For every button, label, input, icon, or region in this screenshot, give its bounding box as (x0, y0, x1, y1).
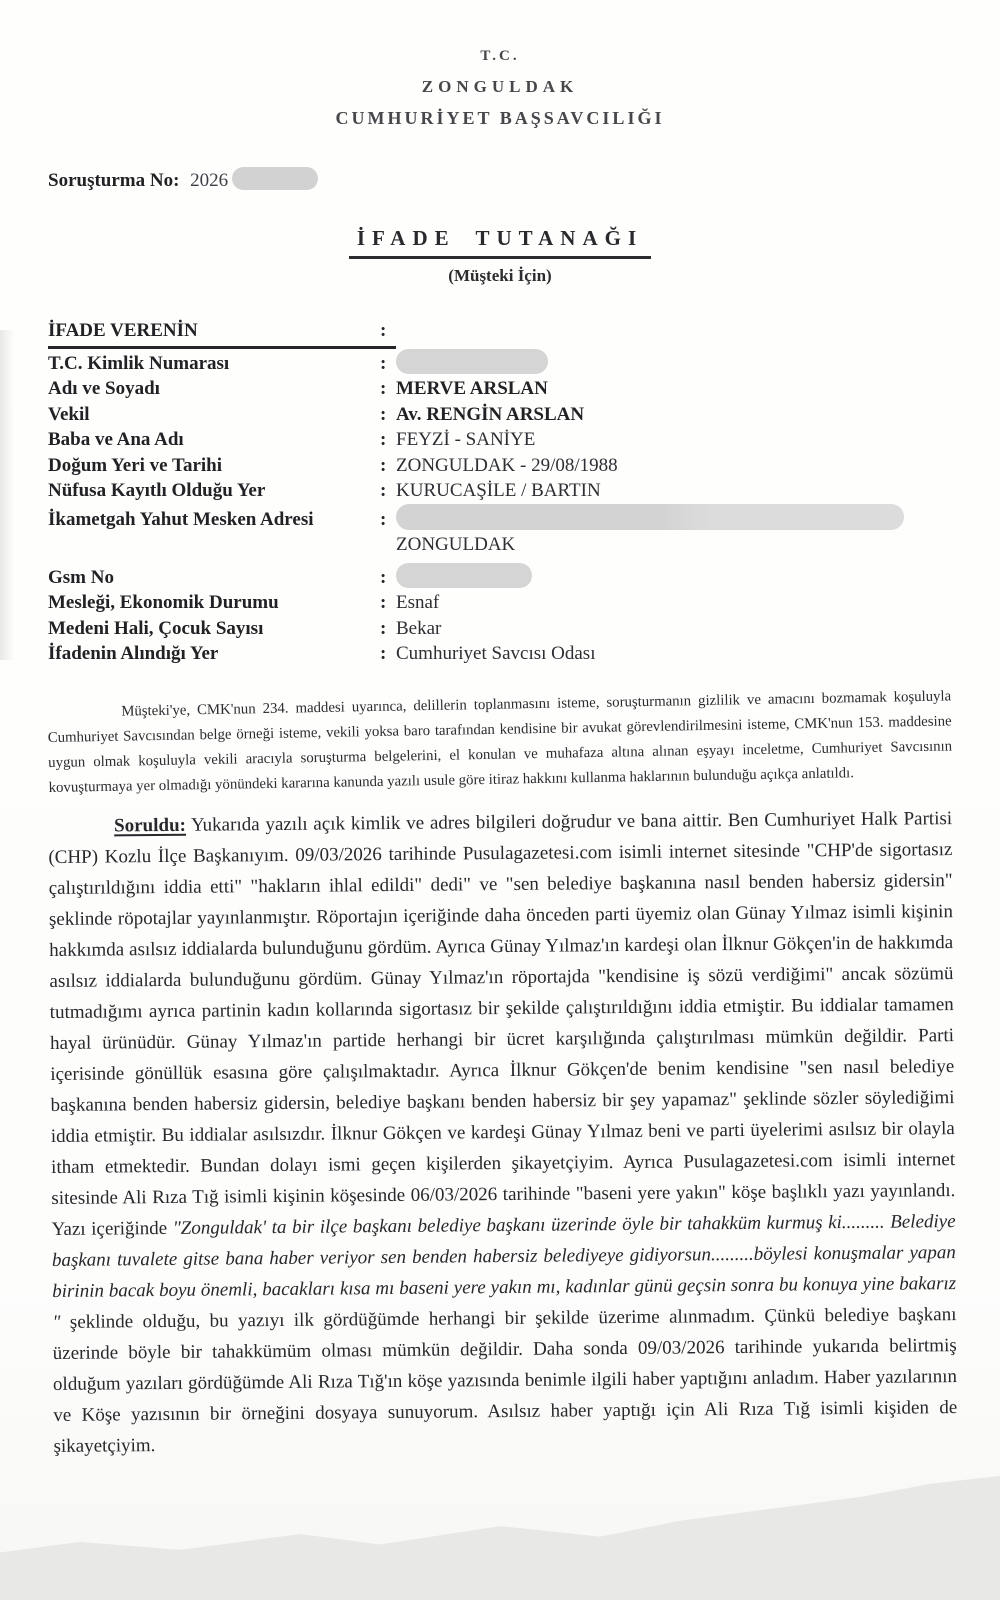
field-value: Av. RENGİN ARSLAN (396, 403, 585, 425)
redaction-blob (396, 563, 532, 588)
field-row-marital (48, 616, 954, 642)
scan-bottom-shadow (0, 1468, 1000, 1600)
field-row-parents (48, 427, 954, 453)
field-label: Gsm No (48, 566, 114, 588)
field-colon: : (380, 643, 387, 664)
field-row-name (48, 376, 954, 402)
field-colon: : (380, 429, 387, 450)
field-label: İkametgah Yahut Mesken Adresi (48, 508, 314, 530)
scan-edge-smudge (0, 330, 14, 660)
field-colon: : (380, 352, 387, 374)
field-value: ZONGULDAK - 29/08/1988 (396, 454, 618, 476)
redaction-blob (396, 504, 904, 530)
field-colon: : (380, 480, 387, 501)
field-colon: : (380, 403, 387, 425)
field-label: Mesleği, Ekonomik Durumu (48, 592, 279, 613)
case-number-value: 2026 (190, 170, 229, 191)
field-row-attorney (48, 402, 954, 428)
letterhead-city: ZONGULDAK (421, 77, 579, 96)
field-label: Baba ve Ana Adı (48, 429, 184, 450)
statement-body-1: Yukarıda yazılı açık kimlik ve adres bilgileri doğrudur ve bana aittir. Ben Cumhuriyet Halk Partisi (CHP) Kozlu İlçe Başkanıyım. 09/03/2026 tarihinde Pusulagazetesi.com isimli internet sitesinde "CHP'de sigortasız çalıştırıldığını iddia etti" "hakların ihlal edildi" dedi" ve "sen belediye başkanına nasıl benden habersiz gidersin" şeklinde röpotajlar yayınlanmıştır. Röportajın içeriğinde daha önceden parti üyemiz olan Günay Yılmaz isimli kişinin hakkımda asılsız iddialarda bulunduğunu gördüm. Ayrıca Günay Yılmaz'ın kardeşi olan İlknur Gökçen'in de hakkımda asılsız iddialarda bulunduğunu gördüm. Günay Yılmaz'ın röportajda "kendisine iş sözü verdiğimi" ancak sözümü tutmadığımı ayrıca partinin kadın kollarında sigortasız bir şekilde çalıştırıldığını iddia etmiştir. Bu iddialar tamamen hayal ürünüdür. Günay Yılmaz'ın partide herhangi bir ücret karşılığında çalıştırılması mümkün değildir. Parti içerisinde gönüllük esasına göre çalışılmaktadır. Ayrıca İlknur Gökçen'de benim kendisine "sen nasıl belediye başkanına benden habersiz gidersin, belediye başkanı benden habersiz bir şey yapamaz" şeklinde sözler söylediğimi iddia etmiştir. Bu iddialar asılsızdır. İlknur Gökçen ve kardeşi Günay Yılmaz beni ve parti üyelerimi asılsız bir olayla itham etmektedir. Bundan dolayı ismi geçen kişilerden şikayetçiyim. Ayrıca Pusulagazetesi.com isimli internet sitesinde Ali Rıza Tığ isimli kişinin köşesinde 06/03/2026 tarihinde "baseni yere yakın" köşe başlıklı yazı yayınlandı. Yazı içeriğinde (48, 807, 956, 1240)
case-number-line (48, 167, 1000, 192)
field-colon: : (380, 617, 387, 639)
field-value: Bekar (396, 617, 442, 639)
field-value: KURUCAŞİLE / BARTIN (396, 480, 601, 501)
statement-lead: Soruldu: (114, 814, 187, 836)
field-label: T.C. Kimlik Numarası (48, 352, 230, 374)
field-row-gsm (48, 563, 954, 591)
field-label: Nüfusa Kayıtlı Olduğu Yer (48, 480, 266, 501)
field-label: İfadenin Alındığı Yer (48, 643, 219, 664)
field-label: Adı ve Soyadı (48, 378, 160, 399)
field-value: FEYZİ - SANİYE (396, 429, 536, 450)
document-title: İFADE TUTANAĞI (349, 226, 651, 259)
field-label: İFADE VERENİN (48, 320, 198, 341)
field-row-occupation (48, 590, 954, 616)
case-number-label: Soruşturma No: (48, 170, 180, 191)
field-row-registry (48, 478, 954, 504)
letterhead (0, 0, 1000, 129)
field-value: Esnaf (396, 592, 440, 613)
field-colon: : (380, 320, 387, 341)
field-value: Cumhuriyet Savcısı Odası (396, 643, 596, 664)
field-value (396, 504, 954, 533)
field-row-national-id (48, 349, 954, 377)
field-value (396, 349, 954, 377)
statement-body-2: şeklinde olduğu, bu yazıyı ilk gördüğümde herhangi bir şekilde üzerime alınmadım. Çünkü belediye başkanı üzerinde böyle bir tahakkümüm olması mümkün değildir. Daha sonda 09/03/2026 tarihinde yukarıda belirtmiş olduğum yazıları gördüğümde Ali Rıza Tığ'ın köşe yazısında benimle ilgili haber yaptığını anladım. Haber yazılarının ve Köşe yazısının bir örneğini dosyaya sunuyorum. Asılsız haber yaptığı için Ali Rıza Tığ isimli kişiden de şikayetçiyim. (52, 1303, 958, 1457)
redaction-blob (396, 349, 548, 374)
field-row-address (48, 504, 954, 533)
field-colon: : (380, 454, 387, 476)
field-row-deponent (48, 318, 954, 349)
identity-fields (48, 318, 954, 667)
redaction-blob (232, 167, 318, 190)
field-row-address-continuation (48, 532, 954, 558)
field-colon: : (380, 566, 387, 588)
field-label: Vekil (48, 403, 90, 425)
field-colon: : (380, 508, 387, 530)
field-row-birth (48, 453, 954, 479)
field-row-statement-place (48, 641, 954, 667)
field-value: ZONGULDAK (396, 534, 516, 555)
field-colon: : (380, 378, 387, 399)
statement-quoted-column-text: "Zonguldak' ta bir ilçe başkanı belediye başkanı üzerinde öyle bir tahakküm kurmuş ki......... Belediye başkanı tuvalete gitse bana haber veriyor sen benden habersiz belediyeye gidiyorsun.........böylesi konuşmalar yapan birinin bacak boyu önemli, bacakları kısa mı baseni yere yakın mı, kadınlar günü geçsin sonra bu konuya yine bakarız " (51, 1210, 957, 1333)
field-colon: : (380, 592, 387, 613)
document-title-block (0, 226, 1000, 286)
field-value (396, 563, 954, 591)
rights-notification-paragraph: Müşteki'ye, CMK'nun 234. maddesi uyarınca, delillerin toplanmasını isteme, soruşturmanın gizlilik ve amacını bozmamak koşuluyla Cumhuriyet Savcısından belge örneği isteme, vekili yoksa baro tarafından kendisine bir avukat görevlendirilmesini isteme, CMK'nun 153. maddesine uygun olmak koşuluyla vekili aracıyla soruşturma belgelerini, el konulan ve muhafaza altına alınan eşyayı inceletme, Cumhuriyet Savcısının kovuşturmaya yer olmadığı yönündeki kararına kanunda yazılı usule göre itiraz hakkını kullanma haklarının bulunduğu açıkça anlatıldı. (47, 687, 953, 796)
field-label: Medeni Hali, Çocuk Sayısı (48, 617, 264, 639)
field-label: Doğum Yeri ve Tarihi (48, 454, 222, 476)
statement-paragraph (48, 803, 958, 1462)
field-value: MERVE ARSLAN (396, 378, 548, 399)
letterhead-office: CUMHURİYET BAŞSAVCILIĞI (335, 108, 665, 128)
document-subtitle: (Müşteki İçin) (448, 266, 552, 285)
letterhead-tc: T.C. (480, 48, 520, 64)
